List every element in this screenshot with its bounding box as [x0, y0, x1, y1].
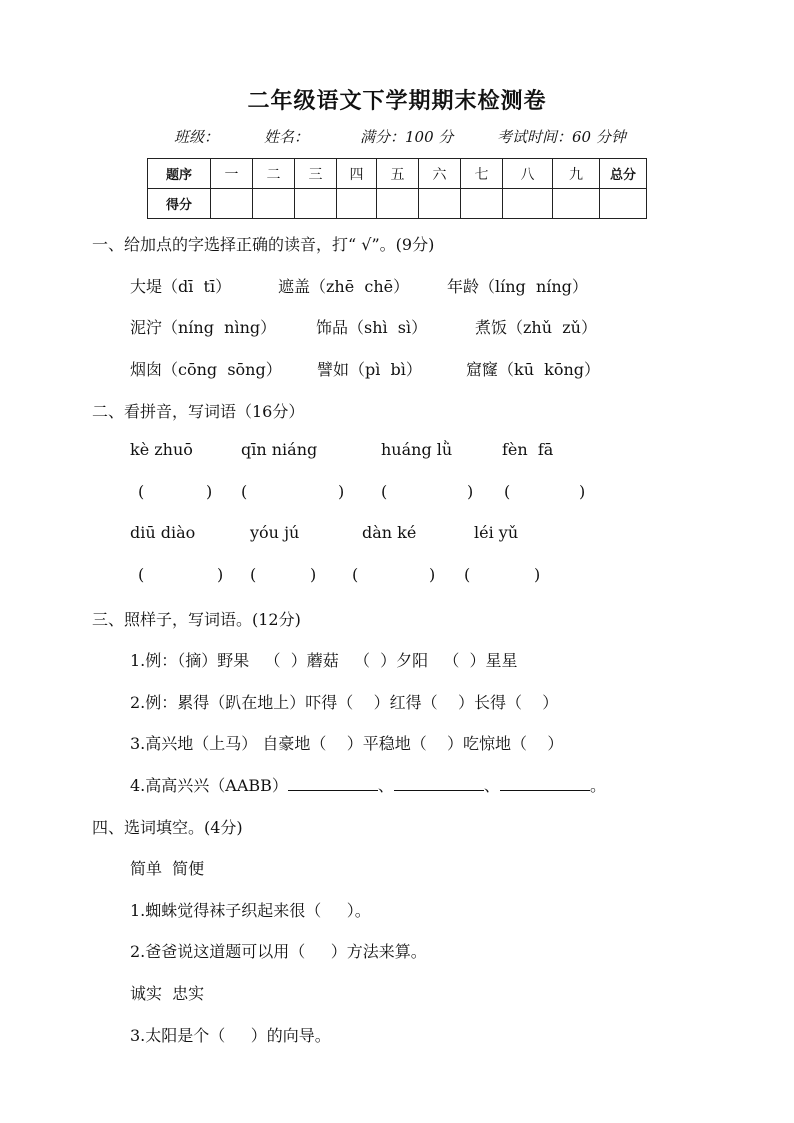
- pinyin-item: dàn ké: [362, 523, 417, 542]
- score-cell[interactable]: [600, 189, 647, 219]
- score-table: [147, 158, 647, 219]
- page-title: 二年级语文下学期期末检测卷: [247, 88, 547, 114]
- answer-paren-close: ): [429, 565, 436, 584]
- pinyin-item: fèn fā: [502, 440, 554, 459]
- header-cell: 题序: [148, 159, 211, 189]
- full-score: 满分：100 分: [360, 128, 454, 146]
- section-1-heading: 一、给加点的字选择正确的读音，打“ √”。(9分): [92, 235, 435, 254]
- section-4-heading: 四、选词填空。(4分): [92, 818, 243, 837]
- aabb-prompt: 4.高高兴兴（AABB）: [130, 776, 288, 795]
- answer-paren-open: (: [381, 482, 388, 501]
- pinyin-item: yóu jú: [250, 523, 300, 542]
- answer-paren-close: ): [579, 482, 586, 501]
- pronunciation-item: 泥泞（níng nìng）: [130, 318, 277, 337]
- pinyin-item: qīn niáng: [241, 440, 318, 459]
- header-cell: 七: [461, 159, 503, 189]
- pronunciation-item: 煮饭（zhǔ zǔ）: [475, 318, 597, 337]
- exam-time: 考试时间：60 分钟: [497, 128, 626, 146]
- pronunciation-item: 遮盖（zhē chē）: [278, 277, 410, 296]
- score-table-header-row: [148, 159, 647, 189]
- answer-paren-close: ): [206, 482, 213, 501]
- header-cell: 五: [377, 159, 419, 189]
- answer-paren-open: (: [352, 565, 359, 584]
- exercise-line: 3.高兴地（上马） 自豪地（ ）平稳地（ ）吃惊地（ ）: [130, 734, 564, 753]
- answer-blank[interactable]: [500, 776, 590, 791]
- pronunciation-item: 窟窿（kū kōng）: [466, 360, 601, 379]
- word-choices: 简单 简便: [130, 859, 205, 878]
- header-cell: 三: [295, 159, 337, 189]
- answer-paren-open: (: [138, 482, 145, 501]
- exercise-line: 2.例：累得（趴在地上）吓得（ ）红得（ ）长得（ ）: [130, 693, 559, 712]
- header-cell: 二: [253, 159, 295, 189]
- pronunciation-item: 大堤（dī tī）: [130, 277, 232, 296]
- answer-paren-open: (: [241, 482, 248, 501]
- score-cell[interactable]: [553, 189, 600, 219]
- fill-in-question: 3.太阳是个（ ）的向导。: [130, 1026, 331, 1045]
- pinyin-item: diū diào: [130, 523, 196, 542]
- score-cell[interactable]: [295, 189, 337, 219]
- score-cell[interactable]: [337, 189, 377, 219]
- answer-paren-open: (: [250, 565, 257, 584]
- line-end: 。: [589, 776, 606, 795]
- score-cell[interactable]: [503, 189, 553, 219]
- pinyin-item: kè zhuō: [130, 440, 193, 459]
- section-3-heading: 三、照样子，写词语。(12分): [92, 610, 301, 629]
- header-cell: 八: [503, 159, 553, 189]
- answer-paren-close: ): [338, 482, 345, 501]
- score-cell[interactable]: [419, 189, 461, 219]
- section-2-heading: 二、看拼音，写词语（16分）: [92, 402, 305, 421]
- header-cell: 总分: [600, 159, 647, 189]
- answer-blank[interactable]: [394, 776, 484, 791]
- pronunciation-item: 烟囱（cōng sōng）: [130, 360, 282, 379]
- score-table-score-row: [148, 189, 647, 219]
- fill-in-question: 2.爸爸说这道题可以用（ ）方法来算。: [130, 942, 427, 961]
- score-cell[interactable]: [377, 189, 419, 219]
- answer-paren-close: ): [310, 565, 317, 584]
- pronunciation-item: 年龄（líng níng）: [447, 277, 588, 296]
- header-cell: 四: [337, 159, 377, 189]
- fill-in-question: 1.蜘蛛觉得袜子织起来很（ ）。: [130, 901, 371, 920]
- score-cell[interactable]: [253, 189, 295, 219]
- class-label: 班级：: [174, 128, 220, 146]
- name-label: 姓名：: [264, 128, 310, 146]
- exercise-line-aabb: [130, 773, 606, 796]
- answer-paren-open: (: [464, 565, 471, 584]
- answer-paren-close: ): [217, 565, 224, 584]
- pronunciation-item: 譬如（pì bì）: [317, 360, 422, 379]
- answer-paren-close: ): [534, 565, 541, 584]
- pinyin-item: léi yǔ: [474, 523, 519, 542]
- pronunciation-item: 饰品（shì sì）: [316, 318, 428, 337]
- answer-paren-open: (: [138, 565, 145, 584]
- answer-paren-close: ): [467, 482, 474, 501]
- header-cell: 九: [553, 159, 600, 189]
- separator: 、: [377, 776, 394, 795]
- exercise-line: 1.例：（摘）野果 （ ）蘑菇 （ ）夕阳 （ ）星星: [130, 651, 518, 670]
- score-cell[interactable]: [461, 189, 503, 219]
- answer-paren-open: (: [504, 482, 511, 501]
- answer-blank[interactable]: [288, 776, 378, 791]
- score-cell[interactable]: [211, 189, 253, 219]
- word-choices: 诚实 忠实: [130, 984, 205, 1003]
- header-cell: 一: [211, 159, 253, 189]
- score-row-label: 得分: [148, 189, 211, 219]
- separator: 、: [483, 776, 500, 795]
- header-cell: 六: [419, 159, 461, 189]
- pinyin-item: huáng lǜ: [381, 440, 453, 459]
